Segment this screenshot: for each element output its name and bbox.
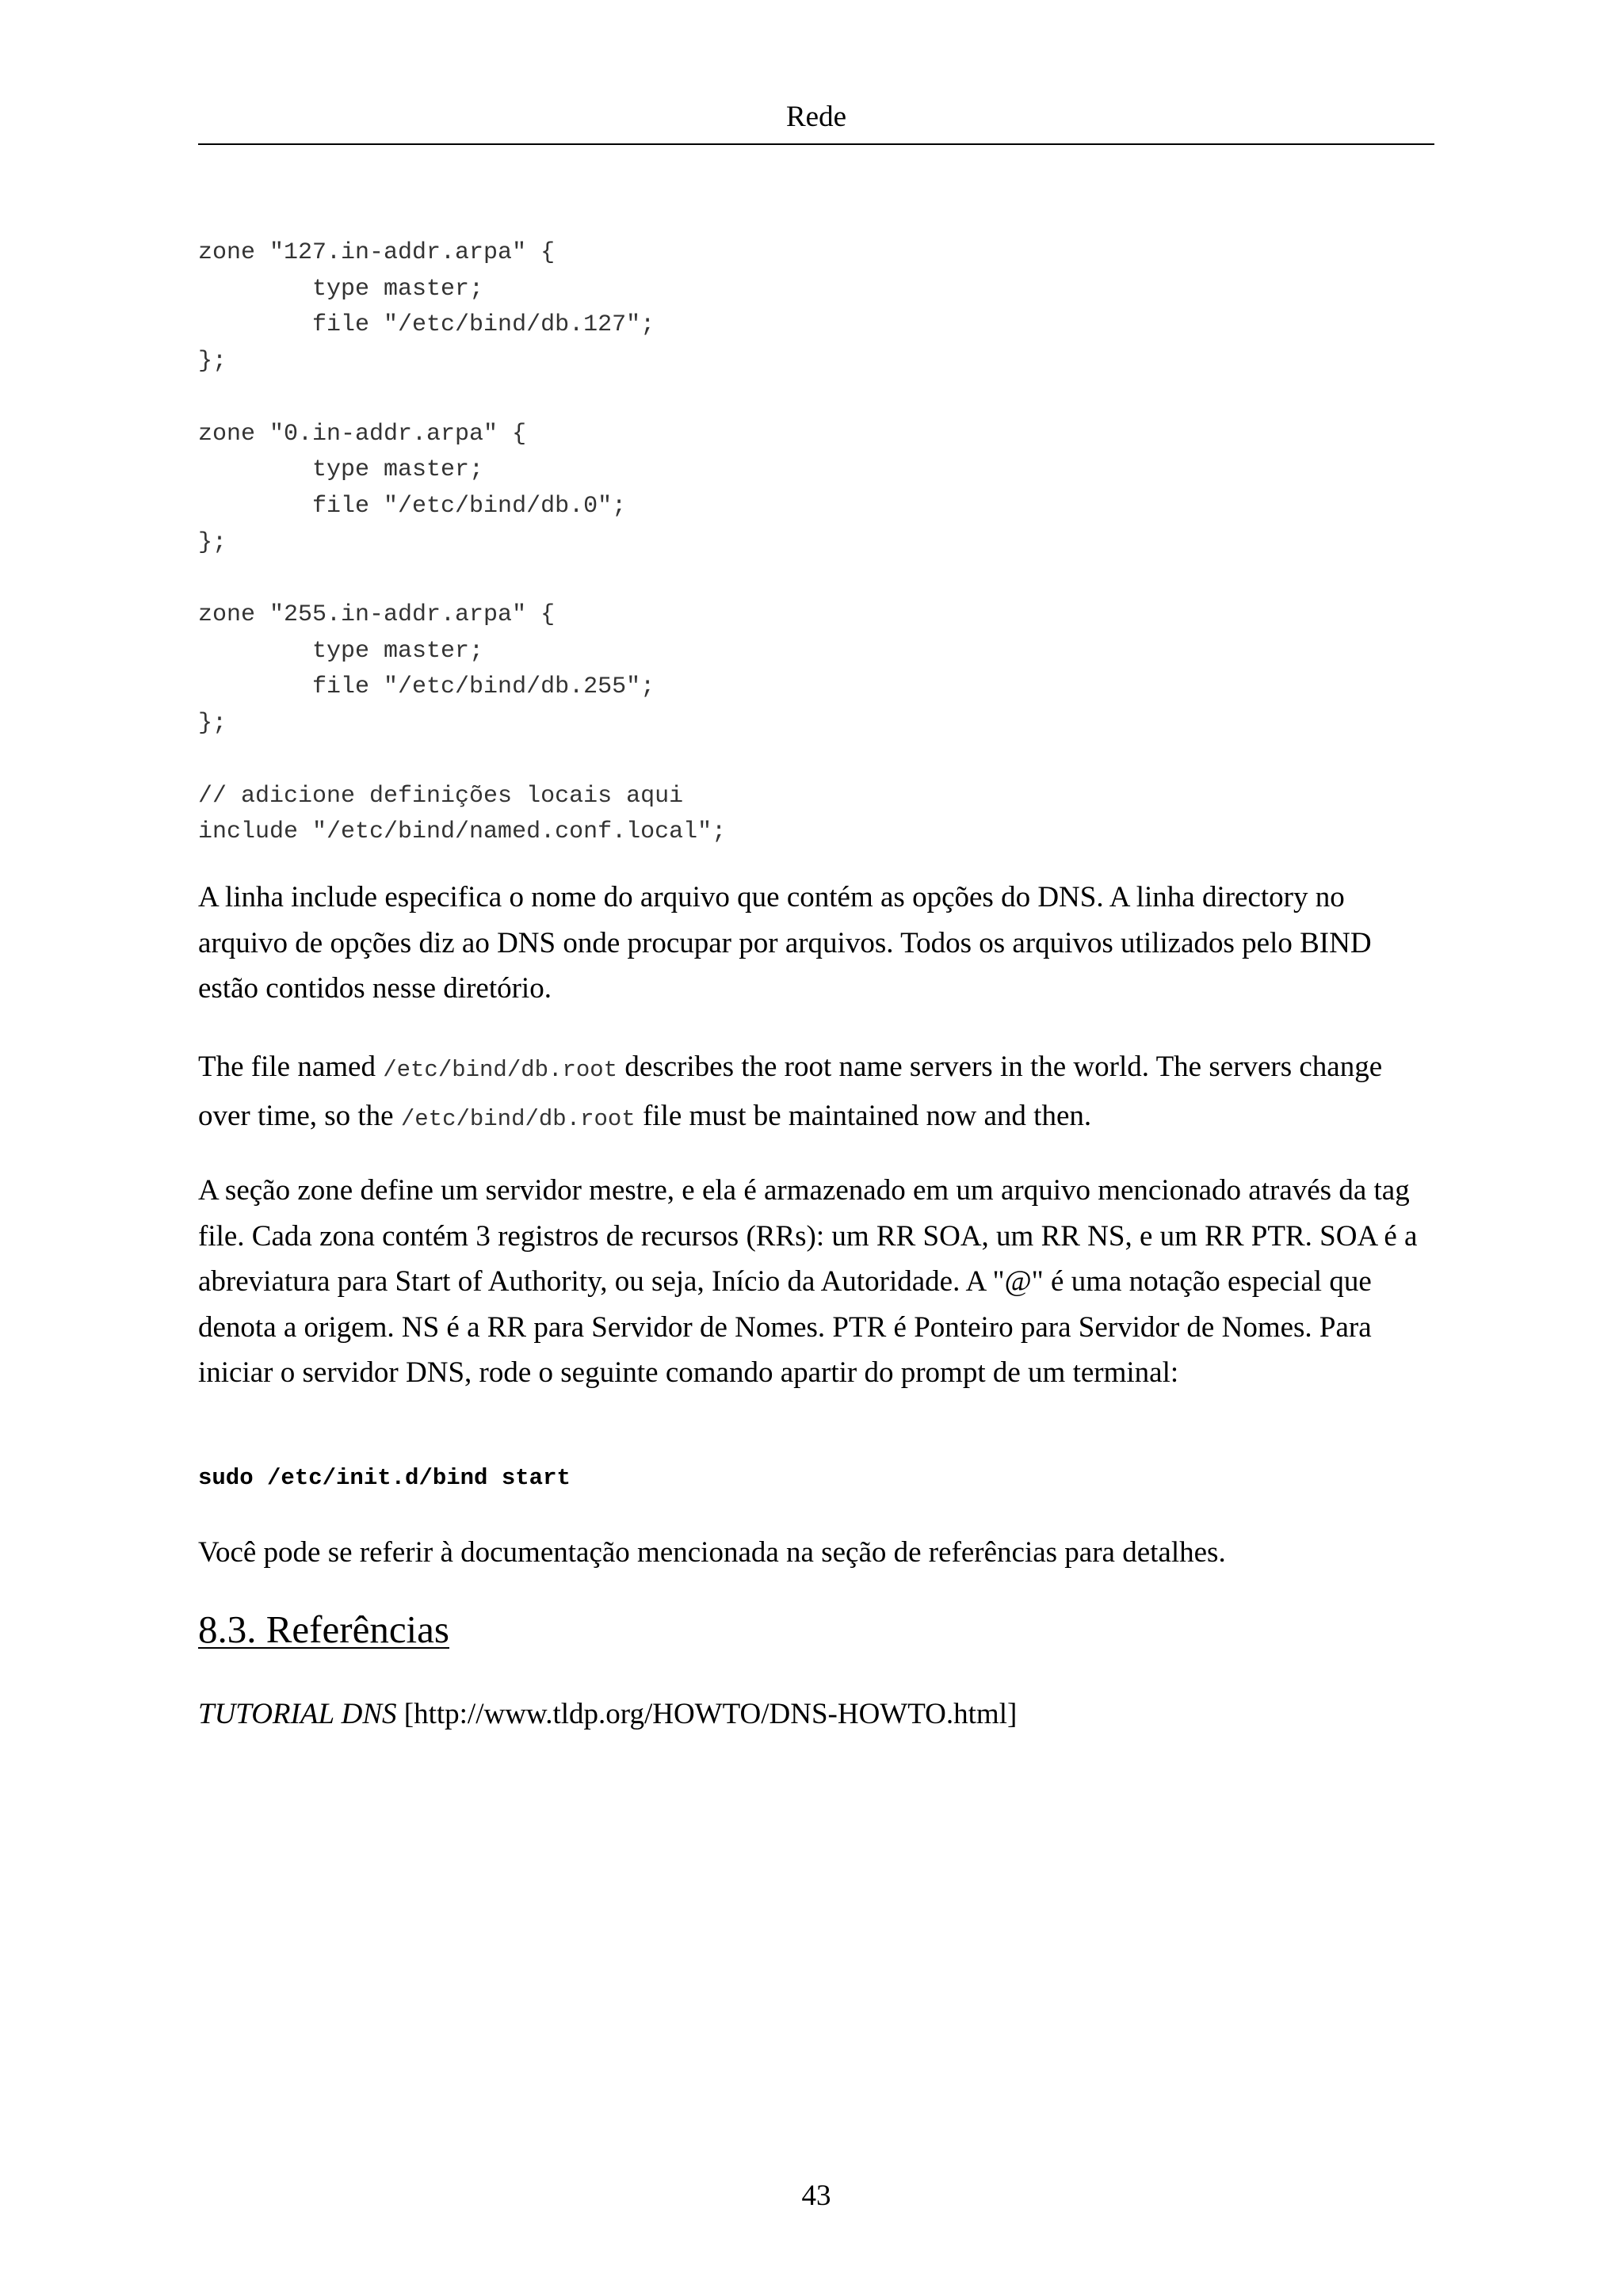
header-divider xyxy=(198,143,1434,145)
db-root-text-1: The file named xyxy=(198,1051,384,1083)
code-line: zone "127.in-addr.arpa" { xyxy=(198,239,556,266)
code-line: }; xyxy=(198,348,227,376)
reference-title: TUTORIAL DNS xyxy=(198,1698,397,1730)
refer-docs-paragraph: Você pode se referir à documentação mencionada na seção de referências para detalhes. xyxy=(198,1536,1226,1569)
code-line: file "/etc/bind/db.127"; xyxy=(198,311,655,339)
code-line: }; xyxy=(198,528,227,556)
running-header: Rede xyxy=(785,101,847,133)
code-line: include "/etc/bind/named.conf.local"; xyxy=(198,818,727,846)
named-conf-code-listing xyxy=(198,235,726,851)
reference-url[interactable]: [http://www.tldp.org/HOWTO/DNS-HOWTO.html] xyxy=(396,1698,1018,1730)
db-root-path-2: /etc/bind/db.root xyxy=(400,1105,636,1132)
db-root-path-1: /etc/bind/db.root xyxy=(383,1057,618,1083)
code-line: // adicione definições locais aqui xyxy=(198,782,684,810)
reference-entry xyxy=(198,1691,1017,1737)
db-root-text-2: describes the root name servers in the world. The servers change over time, so the xyxy=(198,1051,1383,1132)
code-line: file "/etc/bind/db.0"; xyxy=(198,492,627,520)
include-explanation-paragraph: A linha include especifica o nome do arquivo que contém as opções do DNS. A linha directory no arquivo de opções diz ao DNS onde procupar por arquivos. Todos os arquivos utilizados pelo BIND estão contidos nesse diretório. xyxy=(198,881,1372,1005)
code-line: }; xyxy=(198,710,227,738)
zone-section-paragraph: A seção zone define um servidor mestre, e ela é armazenado em um arquivo mencionado através da tag file. Cada zona contém 3 registros de recursos (RRs): um RR SOA, um RR NS, e um RR PTR. SOA é a abreviatura para Start of Authority, ou seja, Início da Autoridade. A "@" é uma notação especial que denota a origem. NS é a RR para Servidor de Nomes. PTR é Ponteiro para Servidor de Nomes. Para iniciar o servidor DNS, rode o seguinte comando apartir do prompt de um terminal: xyxy=(198,1174,1418,1389)
db-root-text-3: file must be maintained now and then. xyxy=(635,1099,1092,1132)
code-line: type master; xyxy=(198,275,484,303)
db-root-paragraph xyxy=(198,1044,1434,1142)
bind-start-command: sudo /etc/init.d/bind start xyxy=(198,1465,571,1491)
code-line: zone "255.in-addr.arpa" { xyxy=(198,601,556,629)
code-line: file "/etc/bind/db.255"; xyxy=(198,673,655,701)
code-line: type master; xyxy=(198,637,484,665)
section-heading-references[interactable]: 8.3. Referências xyxy=(198,1608,449,1651)
code-line: zone "0.in-addr.arpa" { xyxy=(198,420,527,448)
page-number: 43 xyxy=(801,2180,831,2212)
code-line: type master; xyxy=(198,456,484,484)
